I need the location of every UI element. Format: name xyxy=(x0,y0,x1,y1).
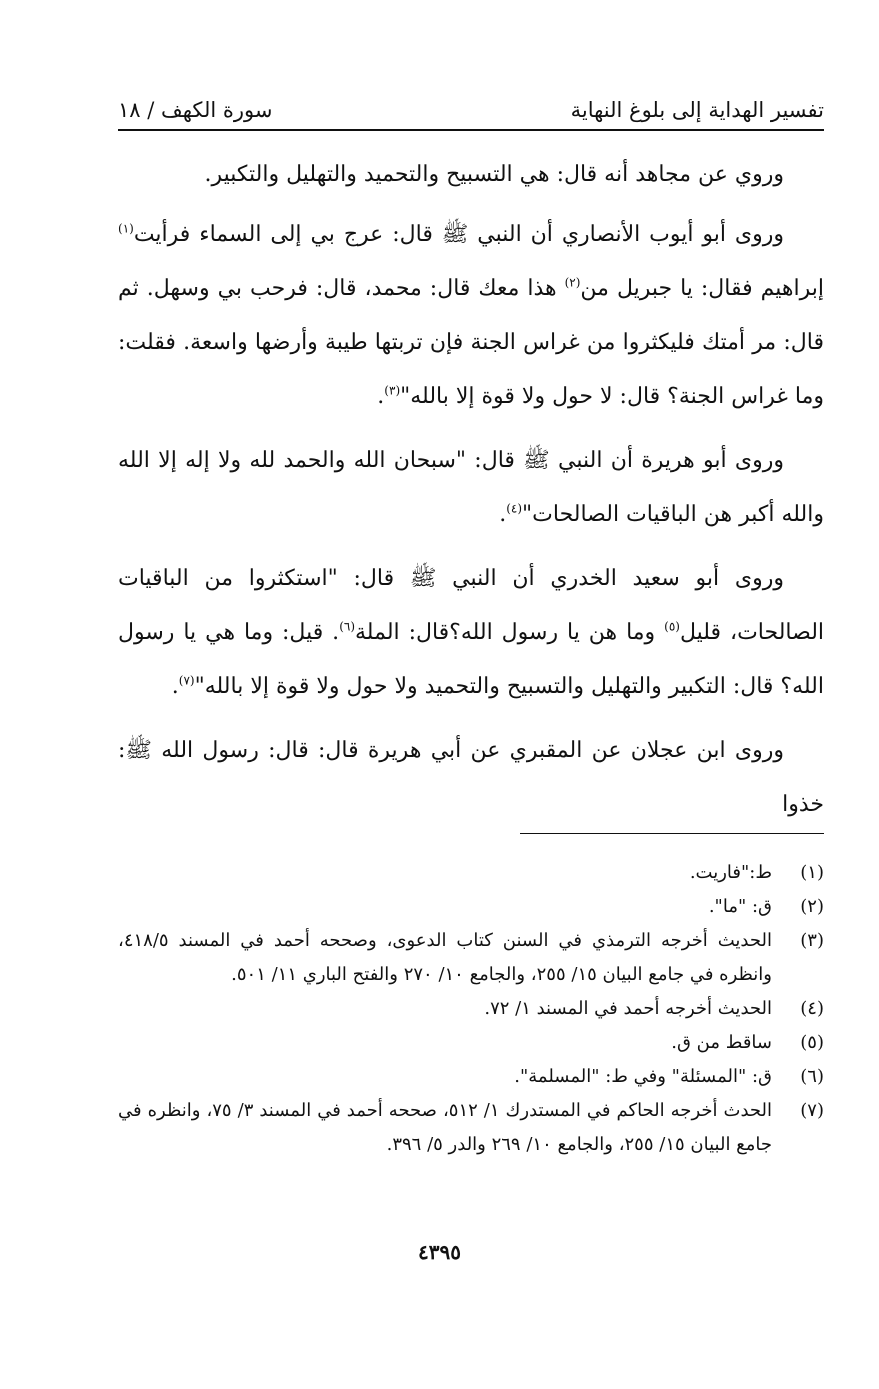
footnote-6 xyxy=(118,1060,824,1094)
footnote-number: (٧) xyxy=(800,1100,824,1121)
footnote-ref-3: (٣) xyxy=(384,383,401,398)
footnote-ref-4: (٤) xyxy=(506,501,523,516)
footnote-ref-6: (٦) xyxy=(339,619,356,634)
footnote-2 xyxy=(118,890,824,924)
header-rule xyxy=(118,129,824,131)
main-text xyxy=(118,148,824,838)
footnotes xyxy=(118,856,824,1162)
paragraph-5: وروى ابن عجلان عن المقبري عن أبي هريرة قال: قال: رسول الله ﷺ: خذوا xyxy=(118,738,824,817)
footnote-ref-7: (٧) xyxy=(178,673,195,688)
footnote-text: ق: "المسئلة" وفي ط: "المسلمة". xyxy=(514,1066,772,1087)
footnote-text: الحديث أخرجه الترمذي في السنن كتاب الدعوى، وصححه أحمد في المسند ٤١٨/٥، وانظره في جامع البيان ١٥/ ٢٥٥، والجامع ١٠/ ٢٧٠ والفتح الباري ١١/ ٥٠١. xyxy=(118,930,772,985)
page-number: ٤٣٩٥ xyxy=(418,1240,461,1264)
footnote-text: الحديث أخرجه أحمد في المسند ١/ ٧٢. xyxy=(484,998,772,1019)
footnote-text: ساقط من ق. xyxy=(671,1032,772,1053)
footnote-4 xyxy=(118,992,824,1026)
footnote-separator xyxy=(520,833,824,834)
footnote-7 xyxy=(118,1094,824,1162)
running-header xyxy=(118,84,824,124)
footnote-text: ق: "ما". xyxy=(708,896,772,917)
footnote-number: (٥) xyxy=(800,1032,824,1053)
footnote-number: (٣) xyxy=(800,930,824,951)
paragraph-2: وروى أبو أيوب الأنصاري أن النبي ﷺ قال: عرج بي إلى السماء فرأيت$^{(١)}$ إبراهيم فقال: يا جبريل من$^{(٢)}$ هذا معك قال: محمد، قال: فرحب بي وسهل. ثم قال: مر أمتك فليكثروا من غراس الجنة فإن تربتها طيبة وأرضها واسعة. فقلت: وما غراس الجنة؟ قال: لا حول ولا قوة إلا بالله"$^{(٣)}$. xyxy=(118,221,824,409)
paragraph-4: وروى أبو سعيد الخدري أن النبي ﷺ قال: "استكثروا من الباقيات الصالحات، قليل$^{(٥)}$ وما هن يا رسول الله؟قال: الملة$^{(٦)}$. قيل: وما هي يا رسول الله؟ قال: التكبير والتهليل والتسبيح والتحميد ولا حول ولا قوة إلا بالله"$^{(٧)}$. xyxy=(118,566,825,699)
footnote-3 xyxy=(118,924,824,992)
footnote-number: (٢) xyxy=(800,896,824,917)
footnote-number: (٦) xyxy=(800,1066,824,1087)
surah-label: سورة الكهف / ١٨ xyxy=(118,98,273,122)
paragraph-1: وروي عن مجاهد أنه قال: هي التسبيح والتحميد والتهليل والتكبير. xyxy=(204,162,784,187)
footnote-ref-1: (١) xyxy=(118,221,134,236)
footnote-5 xyxy=(118,1026,824,1060)
footnote-text: الحدث أخرجه الحاكم في المستدرك ١/ ٥١٢، صححه أحمد في المسند ٣/ ٧٥، وانظره في جامع البيان ١٥/ ٢٥٥، والجامع ١٠/ ٢٦٩ والدر ٥/ ٣٩٦. xyxy=(118,1100,772,1155)
paragraph-3: وروى أبو هريرة أن النبي ﷺ قال: "سبحان الله والحمد لله ولا إله إلا الله والله أكبر هن الباقيات الصالحات"$^{(٤)}$. xyxy=(118,448,824,527)
footnote-ref-5: (٥) xyxy=(664,619,680,634)
footnote-ref-2: (٢) xyxy=(564,275,581,290)
footnote-text: ط:"فاريت. xyxy=(689,862,772,883)
footnote-1 xyxy=(118,856,824,890)
footnote-number: (١) xyxy=(800,862,824,883)
footnote-number: (٤) xyxy=(800,998,824,1019)
book-title: تفسير الهداية إلى بلوغ النهاية xyxy=(570,98,824,122)
